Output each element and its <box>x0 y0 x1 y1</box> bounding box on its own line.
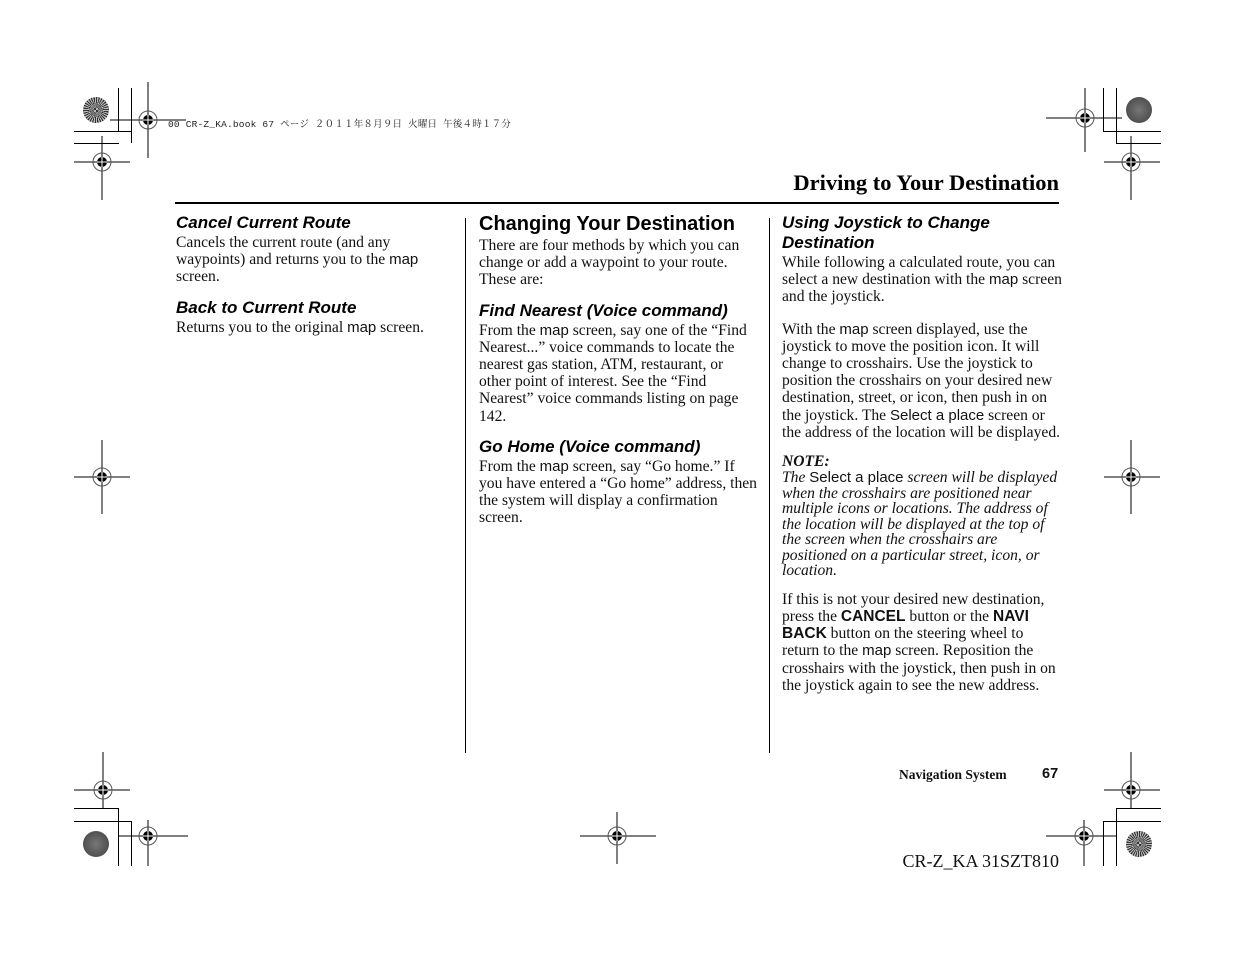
note-body <box>782 470 1062 579</box>
body-text: button or the <box>905 607 993 625</box>
column-divider <box>769 218 770 753</box>
paragraph <box>782 591 1062 694</box>
body-text: From the <box>479 457 540 475</box>
section-body <box>479 458 759 527</box>
section-heading: Go Home (Voice command) <box>479 436 701 456</box>
column-3 <box>782 213 1062 694</box>
button-name-cancel: CANCEL <box>840 607 906 625</box>
body-text: screen. Reposition the crosshairs with the joystick, then push in on the joystick again to see the new address. <box>782 642 1056 694</box>
ui-term: map <box>539 457 569 475</box>
section-heading: Back to Current Route <box>176 297 357 317</box>
crop-line <box>1116 808 1161 809</box>
body-text: From the <box>479 321 540 339</box>
page-title: Driving to Your Destination <box>793 170 1059 195</box>
color-target-icon <box>1126 97 1152 123</box>
print-slug: 00 CR-Z_KA.book 67 ページ ２０１１年８月９日 火曜日 午後４時１７分 <box>168 119 512 130</box>
section-body <box>479 322 759 425</box>
registration-mark-icon <box>118 820 188 866</box>
registration-mark-icon <box>1104 752 1160 808</box>
color-target-icon <box>1126 831 1152 857</box>
ui-term: map <box>862 642 892 660</box>
paragraph <box>782 321 1062 441</box>
footer-section-name: Navigation System <box>899 767 1007 782</box>
registration-mark-icon <box>74 752 130 808</box>
section-heading: Cancel Current Route <box>176 213 351 232</box>
body-text: Cancels the current route (and any waypoints) and returns you to the <box>176 234 391 269</box>
body-text: screen displayed, use the joystick to move the position icon. It will change to crosshairs. Use the joystick to position the crosshairs on your desired new destination, street, or icon, then push in on the joystick. The <box>782 320 1053 424</box>
button-name-navi-back: NAVI BACK <box>782 607 1029 643</box>
body-text: screen or the address of the location will be displayed. <box>782 406 1061 441</box>
paragraph <box>782 254 1062 306</box>
body-text: screen and the joystick. <box>782 271 1062 306</box>
registration-mark-icon <box>1104 136 1160 200</box>
section-body <box>176 319 456 336</box>
ui-term: Select a place <box>889 406 985 424</box>
ui-term: map <box>989 271 1019 289</box>
registration-mark-icon <box>74 440 130 514</box>
registration-mark-icon <box>74 136 130 200</box>
body-text: button on the steering wheel to return to the <box>782 625 1024 660</box>
ui-term: map <box>539 321 569 339</box>
body-text: screen will be displayed when the crosshairs are positioned near multiple icons or locations. The address of the location will be displayed at the top of the screen when the crosshairs are positioned on a particular street, icon, or location. <box>782 469 1058 580</box>
column-2 <box>479 213 759 527</box>
color-target-icon <box>83 97 109 123</box>
section-heading: Using Joystick to Change Destination <box>782 213 990 252</box>
body-text: With the <box>782 320 840 338</box>
body-text: The <box>782 469 810 487</box>
color-target-icon <box>83 831 109 857</box>
ui-term: Select a place <box>809 469 904 487</box>
crop-line <box>74 808 119 809</box>
body-text: screen, say one of the “Find Nearest...” voice commands to locate the nearest gas station, ATM, restaurant, or other point of interest. See the “Find Nearest” voice commands listing on page 142. <box>479 321 747 425</box>
intro-text: There are four methods by which you can change or add a waypoint to your route. These are: <box>479 237 740 289</box>
body-text: screen, say “Go home.” If you have entered a “Go home” address, then the system will display a confirmation screen. <box>479 457 757 527</box>
body-text: While following a calculated route, you can select a new destination with the <box>782 254 1056 289</box>
section-body <box>176 234 456 286</box>
registration-mark-icon <box>580 812 656 864</box>
ui-term: map <box>839 320 869 338</box>
page-number: 67 <box>1042 766 1059 782</box>
ui-term: map <box>347 318 377 336</box>
column-1 <box>176 213 456 336</box>
body-text: If this is not your desired new destination, press the <box>782 590 1045 625</box>
body-text: Returns you to the original <box>176 318 348 336</box>
document-code: CR-Z_KA 31SZT810 <box>902 851 1059 871</box>
note-label: NOTE: <box>782 453 830 471</box>
header-rule <box>175 202 1059 204</box>
body-text: screen. <box>176 268 220 286</box>
ui-term: map <box>389 251 419 269</box>
crop-line <box>1116 808 1117 866</box>
column-divider <box>465 218 466 753</box>
registration-mark-icon <box>1104 440 1160 514</box>
body-text: screen. <box>376 318 424 336</box>
main-heading: Changing Your Destination <box>479 213 735 235</box>
section-heading: Find Nearest (Voice command) <box>479 300 728 320</box>
